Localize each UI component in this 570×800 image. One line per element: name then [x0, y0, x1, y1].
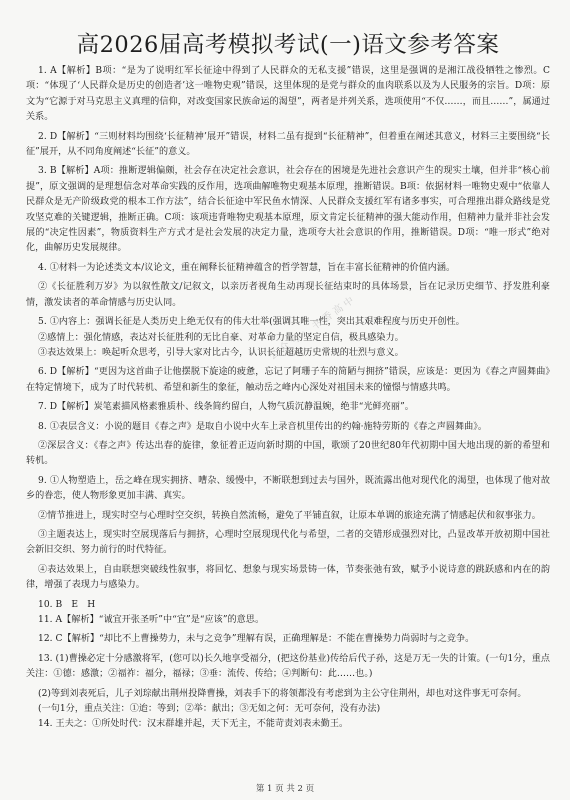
answer-1: 1. A【解析】B项：“是为了说明红军长征途中得到了人民群众的无私支援”错误，这里是强调的是湘江战役牺牲之惨烈。C项：“体现了‘人民群众是历史的创造者’这一唯物史观”错误，这里体现的是党与群众的血肉联系以及为人民服务的宗旨。D项：原文为“它源于对马克思主义真理的信仰，对改变国家民族命运的渴望”，两者是并列关系，选项使用“不仅……，而且……”，属通过关系。	[26, 66, 550, 123]
answer-14: 14. 王夫之：①所处时代：汉末群雄并起，天下无主，不能苛责刘表未勤王。	[38, 719, 349, 730]
answer-8-part-1: 8. ①表层含义：小说的题目《春之声》是取自小说中火车上录音机里传出的约翰·施特劳斯的《春之声圆舞曲》。	[38, 421, 488, 432]
answer-9-part-3: ③主题表达上，现实时空展现落后与拥挤，心理时空展现现代化与希望，二者的交错形成强烈对比，凸显改革开放初期中国社会新旧交织、努力前行的时代特征。	[26, 529, 550, 556]
document-title: 高2026届高考模拟考试(一)语文参考答案	[76, 32, 500, 58]
answer-2: 2. D【解析】“三则材料均围绕‘长征精神’展开”错误，材料二虽有提到“长征精神”，但着重在阐述其意义，材料三主要围绕“长征”展开，从不同角度阐述“长征”的意义。	[26, 131, 550, 158]
answer-5-part-3: ③表达效果上：唤起听众思考，引导大家对比古今，认识长征超越历史常规的壮烈与意义。	[38, 347, 404, 358]
answer-10: 10. B E H	[38, 599, 96, 610]
answer-13-part-1: 13. (1)曹操必定十分感激将军，(您可以)长久地享受福分，(把这份基业)传给后代子孙，这是万无一失的计策。(一句1分，重点关注：①德：感激；②福祚：福分，福禄；③垂：流传、传给；④判断句：此……也。)	[26, 653, 550, 680]
answer-body	[26, 64, 550, 733]
answer-4-part-1: 4. ①材料一为论述类文本/议论文，重在阐释长征精神蕴含的哲学智慧，旨在丰富长征精神的价值内涵。	[38, 262, 456, 273]
answer-7: 7. D【解析】炭笔素描风格素雅质朴、线条简约留白，人物气质沉静温婉，绝非“光鲜亮丽”。	[38, 402, 414, 413]
answer-8-part-2: ②深层含义：《春之声》传达出春的旋律，象征着正迈向新时期的中国，歌颂了20世纪80年代初期中国大地出现的新的希望和转机。	[26, 440, 550, 467]
answer-9-part-2: ②情节推进上，现实时空与心理时空交织，转换自然流畅，避免了平铺直叙，让原本单调的旅途充满了情感起伏和叙事张力。	[38, 510, 541, 521]
page-footer: 第 1 页 共 2 页	[255, 784, 315, 794]
answer-12: 12. C【解析】“却比不上曹操势力，未与之竞争”理解有误，正确理解是：不能在曹操势力尚弱时与之竞争。	[38, 634, 475, 645]
answer-5-part-1: 5. ①内容上：强调长征是人类历史上绝无仅有的伟大壮举(强调其唯一性，突出其艰难程度与历史开创性。	[38, 317, 465, 328]
answer-4-part-2: ②《长征胜利万岁》为以叙性散文/记叙文，以亲历者视角生动再现长征结束时的具体场景，旨在记录历史细节、抒发胜利豪情，激发读者的革命情感与历史认同。	[26, 282, 550, 308]
answer-5-part-2: ②感情上：强化情感，表达对长征胜利的无比自豪、对革命力量的坚定自信，极具感染力。	[38, 332, 404, 343]
answer-9-part-1: 9. ①人物塑造上，岳之峰在现实拥挤、嘈杂、缓慢中，不断联想到过去与国外，既流露出他对现代化的渴望，也体现了他对故乡的眷恋，使人物形象更加丰满、真实。	[26, 475, 550, 502]
answer-13-scoring: (一句1分，重点关注：①迨：等到；②举：献出；③无如之何：无可奈何，没有办法)	[38, 704, 381, 715]
answer-11: 11. A【解析】“诚宜开张圣听”中“宜”是“应该”的意思。	[38, 615, 265, 625]
answer-3: 3. B【解析】A项：推断逻辑偏颇，社会存在决定社会意识，社会存在的困境是先进社会意识产生的现实土壤，但并非“核心前提”，原文强调的是理想信念对革命实践的反作用，选项曲解唯物史观基本原理，推断错误。B项：依据材料一唯物史观中“依靠人民群众是无产阶级政党的根本工作方法”，结合长征途中军民鱼水情深、人民群众支援红军有诸多事实，可合理推出群众路线是党攻坚克难的关键逻辑，推断正确。C项：该项违背唯物史观基本原理，原文肯定长征精神的强大能动作用，但精神力量并非社会发展的“决定性因素”，物质资料生产方式才是社会发展的决定力量，选项夸大社会意识的作用，推断错误。D项：“唯一形式”绝对化，曲解历史发展规律。	[26, 166, 550, 254]
answer-6: 6. D【解析】“更因为这首曲子让他摆脱下旋途的疲惫，忘记了阿珊子车的简陋与拥挤”错误，应该是：更因为《春之声圆舞曲》在特定情境下，成为了时代转机、希望和新生的象征，触动岳之峰内心深处对祖国未来的憧憬与情感共鸣。	[26, 367, 550, 393]
watermark: 公众号：书香高中	[267, 293, 359, 363]
answer-9-part-4: ④表达效果上，自由联想突破线性叙事，将回忆、想象与现实场景铸一体，节奏张弛有致，赋予小说诗意的跳跃感和内在的韵律，增强了表现力与感染力。	[26, 564, 550, 591]
answer-13-part-2: (2)等到刘表死后，儿子刘琮献出荆州投降曹操，刘表手下的将领都没有考虑到为主公守住荆州，却也对这件事无可奈何。	[38, 688, 527, 699]
